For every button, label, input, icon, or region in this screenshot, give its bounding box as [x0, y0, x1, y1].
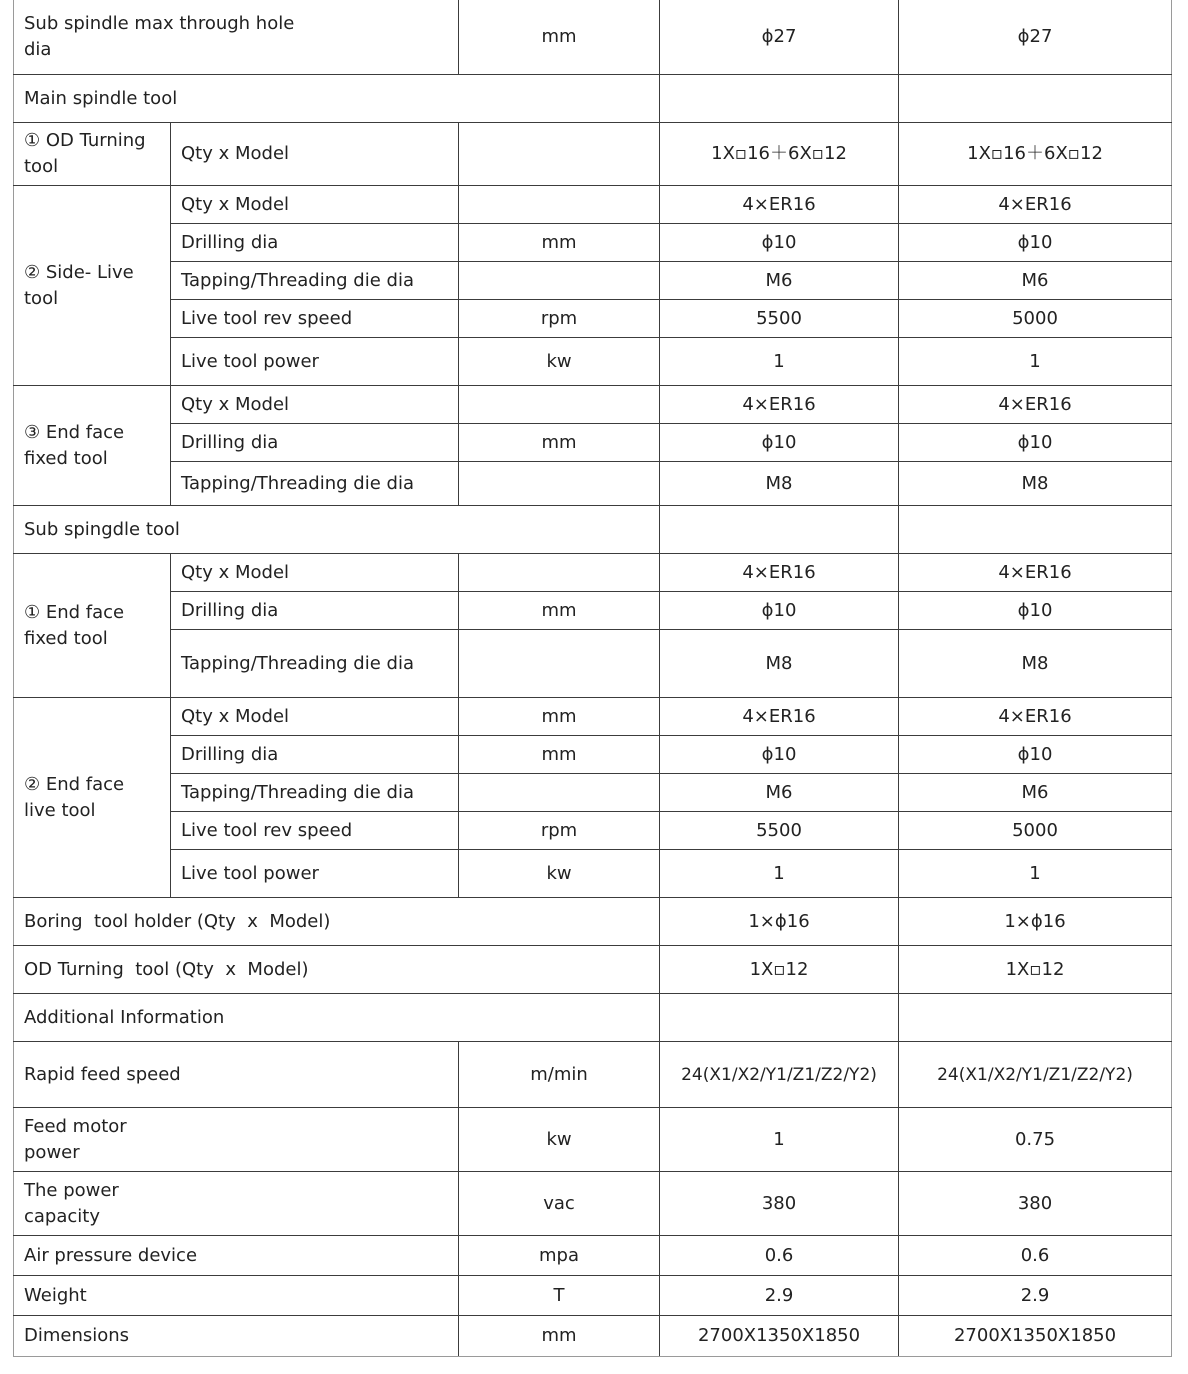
table-row — [14, 554, 1172, 592]
section-header: Additional Information — [14, 994, 660, 1042]
unit-cell: kw — [459, 850, 660, 898]
row-label: Boring tool holder (Qty x Model) — [14, 898, 660, 946]
table-row — [14, 630, 1172, 698]
table-row — [14, 1316, 1172, 1357]
unit-cell: vac — [459, 1172, 660, 1236]
value-cell: M8 — [660, 462, 899, 506]
table-row — [14, 592, 1172, 630]
value-cell: ϕ10 — [660, 224, 899, 262]
value-cell: M6 — [660, 774, 899, 812]
value-cell: M6 — [899, 774, 1172, 812]
table-row — [14, 224, 1172, 262]
section-header: Sub spingdle tool — [14, 506, 660, 554]
value-cell: 1X▫16＋6X▫12 — [660, 123, 899, 186]
value-cell: ϕ10 — [899, 592, 1172, 630]
param-cell: Tapping/Threading die dia — [171, 462, 459, 506]
unit-cell: mm — [459, 1316, 660, 1357]
unit-cell: mm — [459, 736, 660, 774]
unit-cell — [459, 630, 660, 698]
value-cell: 0.6 — [660, 1236, 899, 1276]
param-cell: Drilling dia — [171, 424, 459, 462]
value-cell: 4×ER16 — [660, 186, 899, 224]
param-cell: Qty x Model — [171, 554, 459, 592]
unit-cell: mm — [459, 698, 660, 736]
value-cell: 1X▫12 — [660, 946, 899, 994]
value-cell: 24(X1/X2/Y1/Z1/Z2/Y2) — [660, 1042, 899, 1108]
unit-cell: mm — [459, 592, 660, 630]
value-cell: ϕ10 — [899, 736, 1172, 774]
param-cell: Tapping/Threading die dia — [171, 774, 459, 812]
value-cell: ϕ27 — [899, 0, 1172, 75]
value-cell: 2700X1350X1850 — [899, 1316, 1172, 1357]
table-row — [14, 424, 1172, 462]
param-cell: Live tool rev speed — [171, 812, 459, 850]
unit-cell: mpa — [459, 1236, 660, 1276]
value-cell: 1 — [899, 850, 1172, 898]
table-row — [14, 736, 1172, 774]
unit-cell: T — [459, 1276, 660, 1316]
value-cell: 1 — [899, 338, 1172, 386]
table-row — [14, 1276, 1172, 1316]
unit-cell — [459, 462, 660, 506]
row-label: Rapid feed speed — [14, 1042, 459, 1108]
group-label: ③ End face fixed tool — [14, 386, 171, 506]
value-cell: 24(X1/X2/Y1/Z1/Z2/Y2) — [899, 1042, 1172, 1108]
table-row — [14, 462, 1172, 506]
value-cell: 4×ER16 — [660, 386, 899, 424]
table-row — [14, 812, 1172, 850]
table-row — [14, 898, 1172, 946]
value-cell: ϕ27 — [660, 0, 899, 75]
value-cell: 2700X1350X1850 — [660, 1316, 899, 1357]
value-cell: 1X▫16＋6X▫12 — [899, 123, 1172, 186]
param-cell: Tapping/Threading die dia — [171, 262, 459, 300]
group-label: ② End face live tool — [14, 698, 171, 898]
unit-cell — [459, 774, 660, 812]
value-cell: M8 — [660, 630, 899, 698]
value-cell: 2.9 — [660, 1276, 899, 1316]
value-cell: M6 — [899, 262, 1172, 300]
table-row — [14, 850, 1172, 898]
unit-cell: mm — [459, 224, 660, 262]
value-cell: M8 — [899, 630, 1172, 698]
param-cell: Live tool power — [171, 338, 459, 386]
value-cell: 0.6 — [899, 1236, 1172, 1276]
value-cell: M6 — [660, 262, 899, 300]
value-cell: 4×ER16 — [660, 554, 899, 592]
table-row — [14, 774, 1172, 812]
value-cell: 380 — [660, 1172, 899, 1236]
table-row — [14, 1042, 1172, 1108]
table-row — [14, 186, 1172, 224]
value-cell: 5000 — [899, 812, 1172, 850]
param-cell: Qty x Model — [171, 698, 459, 736]
param-cell: Qty x Model — [171, 186, 459, 224]
unit-cell — [459, 262, 660, 300]
table-row — [14, 946, 1172, 994]
table-row — [14, 386, 1172, 424]
table-row — [14, 1236, 1172, 1276]
value-cell: 1X▫12 — [899, 946, 1172, 994]
value-cell: 1 — [660, 338, 899, 386]
table-row — [14, 1172, 1172, 1236]
section-header: Main spindle tool — [14, 75, 660, 123]
value-cell: ϕ10 — [899, 424, 1172, 462]
value-cell: ϕ10 — [899, 224, 1172, 262]
section-header-row — [14, 506, 1172, 554]
unit-cell — [459, 554, 660, 592]
value-cell: 5500 — [660, 300, 899, 338]
row-label: The power capacity — [14, 1172, 459, 1236]
value-cell: 1×ϕ16 — [899, 898, 1172, 946]
value-cell: 4×ER16 — [899, 386, 1172, 424]
group-label: ① OD Turning tool — [14, 123, 171, 186]
unit-cell — [459, 123, 660, 186]
value-cell: 0.75 — [899, 1108, 1172, 1172]
param-cell: Drilling dia — [171, 224, 459, 262]
unit-cell: m/min — [459, 1042, 660, 1108]
value-cell: 1×ϕ16 — [660, 898, 899, 946]
unit-cell — [459, 386, 660, 424]
table-row — [14, 338, 1172, 386]
value-cell: 1 — [660, 1108, 899, 1172]
value-cell: 1 — [660, 850, 899, 898]
unit-cell: rpm — [459, 812, 660, 850]
section-header-row — [14, 75, 1172, 123]
table-row — [14, 698, 1172, 736]
group-label: ② Side- Live tool — [14, 186, 171, 386]
value-cell: ϕ10 — [660, 424, 899, 462]
value-cell: 4×ER16 — [899, 554, 1172, 592]
spec-table — [13, 0, 1172, 1357]
row-label: Weight — [14, 1276, 459, 1316]
value-cell: 2.9 — [899, 1276, 1172, 1316]
table-row — [14, 123, 1172, 186]
value-cell: 4×ER16 — [899, 698, 1172, 736]
param-cell: Qty x Model — [171, 386, 459, 424]
row-label: OD Turning tool (Qty x Model) — [14, 946, 660, 994]
unit-cell: mm — [459, 0, 660, 75]
section-header-row — [14, 994, 1172, 1042]
value-cell: 5000 — [899, 300, 1172, 338]
unit-cell: rpm — [459, 300, 660, 338]
param-cell: Tapping/Threading die dia — [171, 630, 459, 698]
value-cell: ϕ10 — [660, 592, 899, 630]
group-label: ① End face fixed tool — [14, 554, 171, 698]
unit-cell: kw — [459, 1108, 660, 1172]
table-row — [14, 0, 1172, 75]
unit-cell: mm — [459, 424, 660, 462]
value-cell: ϕ10 — [660, 736, 899, 774]
unit-cell — [459, 186, 660, 224]
param-cell: Drilling dia — [171, 736, 459, 774]
value-cell: 5500 — [660, 812, 899, 850]
value-cell: 380 — [899, 1172, 1172, 1236]
param-cell: Drilling dia — [171, 592, 459, 630]
row-label: Dimensions — [14, 1316, 459, 1357]
row-label: Sub spindle max through hole dia — [14, 0, 459, 75]
value-cell: 4×ER16 — [899, 186, 1172, 224]
value-cell: 4×ER16 — [660, 698, 899, 736]
table-row — [14, 262, 1172, 300]
value-cell: M8 — [899, 462, 1172, 506]
unit-cell: kw — [459, 338, 660, 386]
param-cell: Qty x Model — [171, 123, 459, 186]
table-row — [14, 1108, 1172, 1172]
param-cell: Live tool rev speed — [171, 300, 459, 338]
table-row — [14, 300, 1172, 338]
row-label: Air pressure device — [14, 1236, 459, 1276]
row-label: Feed motor power — [14, 1108, 459, 1172]
param-cell: Live tool power — [171, 850, 459, 898]
